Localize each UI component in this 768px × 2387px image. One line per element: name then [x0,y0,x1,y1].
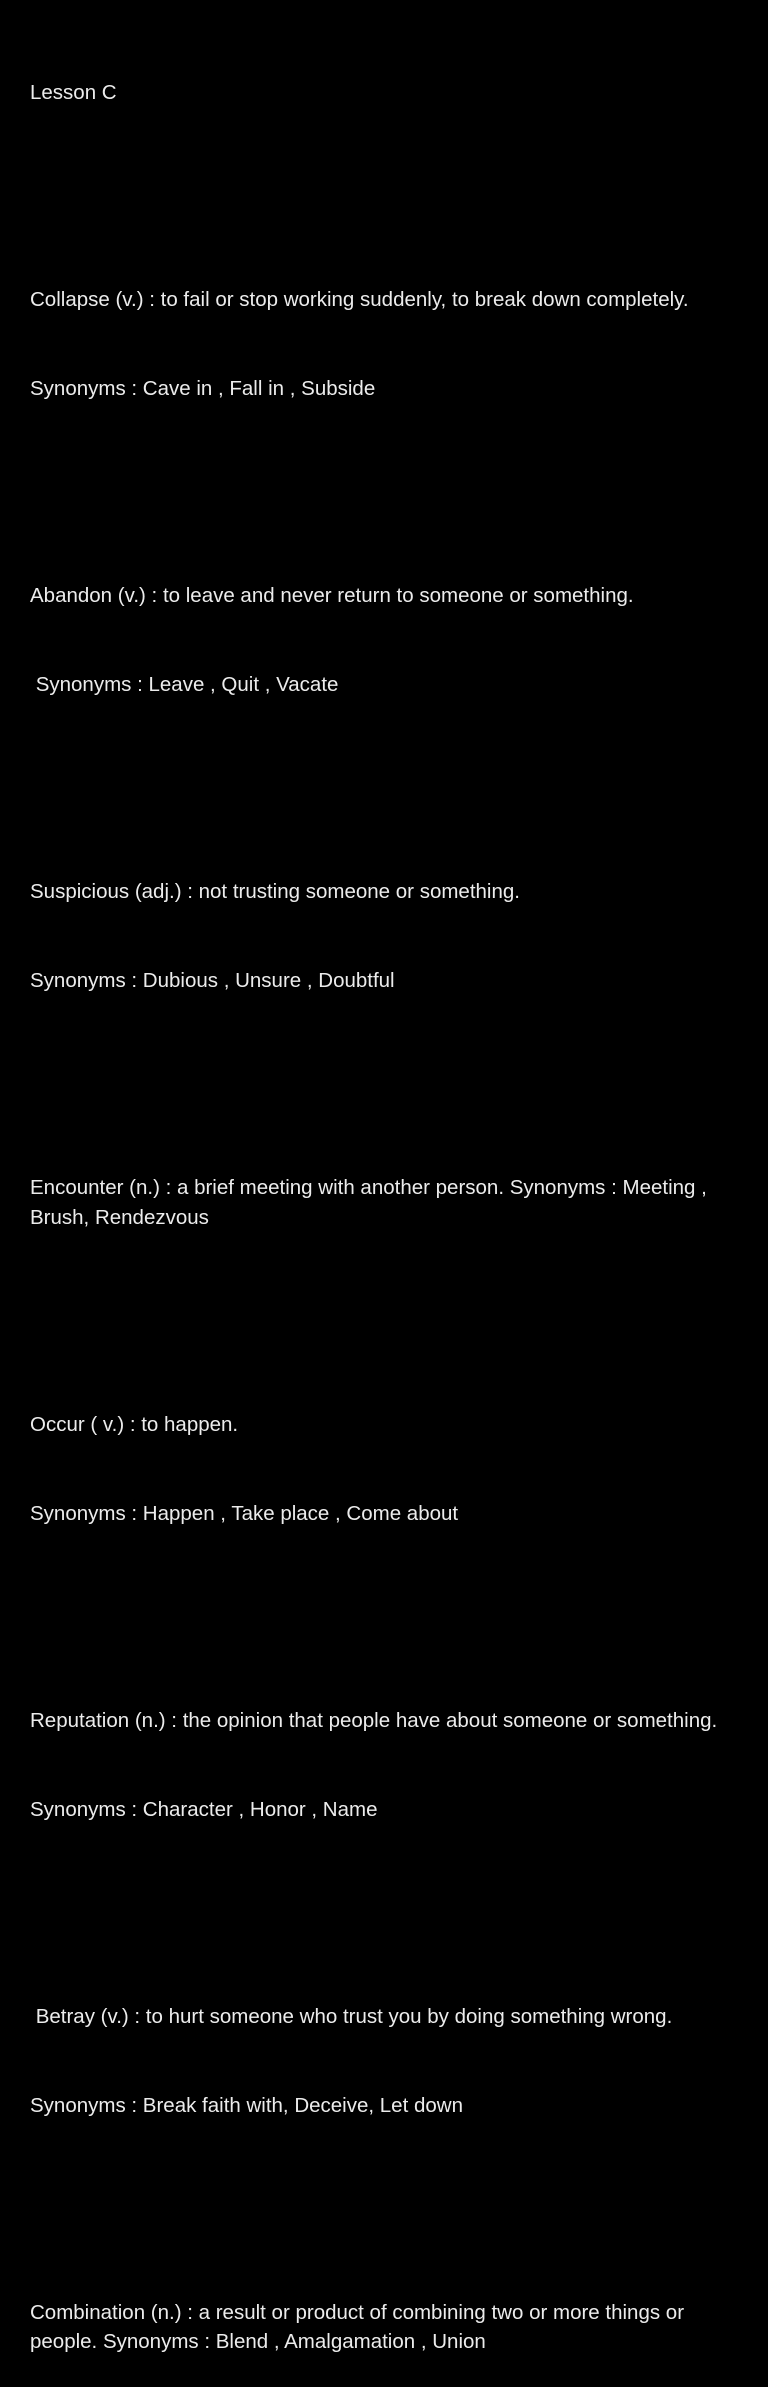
entry-collapse-definition: Collapse (v.) : to fail or stop working suddenly, to break down completely. [30,288,689,312]
entry-abandon-synonyms: Synonyms : Leave , Quit , Vacate [30,673,339,697]
entry-suspicious-synonyms: Synonyms : Dubious , Unsure , Doubtful [30,969,395,992]
blank-line [30,1055,742,1085]
entry-betray-synonyms: Synonyms : Break faith with, Deceive, Let down [30,2093,463,2117]
entry-reputation-synonyms: Synonyms : Character , Honor , Name [30,1797,378,1821]
blank-line [30,167,742,197]
entry-reputation-definition: Reputation (n.) : the opinion that people have about someone or something. [30,1708,718,1732]
blank-line [30,759,742,789]
entry-betray-definition: Betray (v.) : to hurt someone who trust you by doing something wrong. [30,2004,673,2028]
blank-line [30,463,742,493]
entry-collapse-synonyms: Synonyms : Cave in , Fall in , Subside [30,377,376,401]
note-title: Lesson C [30,81,117,105]
entry-occur-definition: Occur ( v.) : to happen. [30,1412,239,1436]
entry-combination-definition: Combination (n.) : a result or product of combining two or more things or people. Synonyms : Blend , Amalgamation , Union [30,2300,690,2354]
note-body[interactable] [30,19,742,2387]
blank-line [30,1587,742,1617]
blank-line [30,2179,742,2209]
entry-encounter-definition: Encounter (n.) : a brief meeting with another person. Synonyms : Meeting , Brush, Rendezvous [30,1176,713,1229]
blank-line [30,1292,742,1322]
entry-abandon-definition: Abandon (v.) : to leave and never return to someone or something. [30,584,634,608]
entry-suspicious-definition: Suspicious (adj.) : not trusting someone or something. [30,880,520,904]
entry-occur-synonyms: Synonyms : Happen , Take place , Come about [30,1501,459,1525]
blank-line [30,1883,742,1913]
